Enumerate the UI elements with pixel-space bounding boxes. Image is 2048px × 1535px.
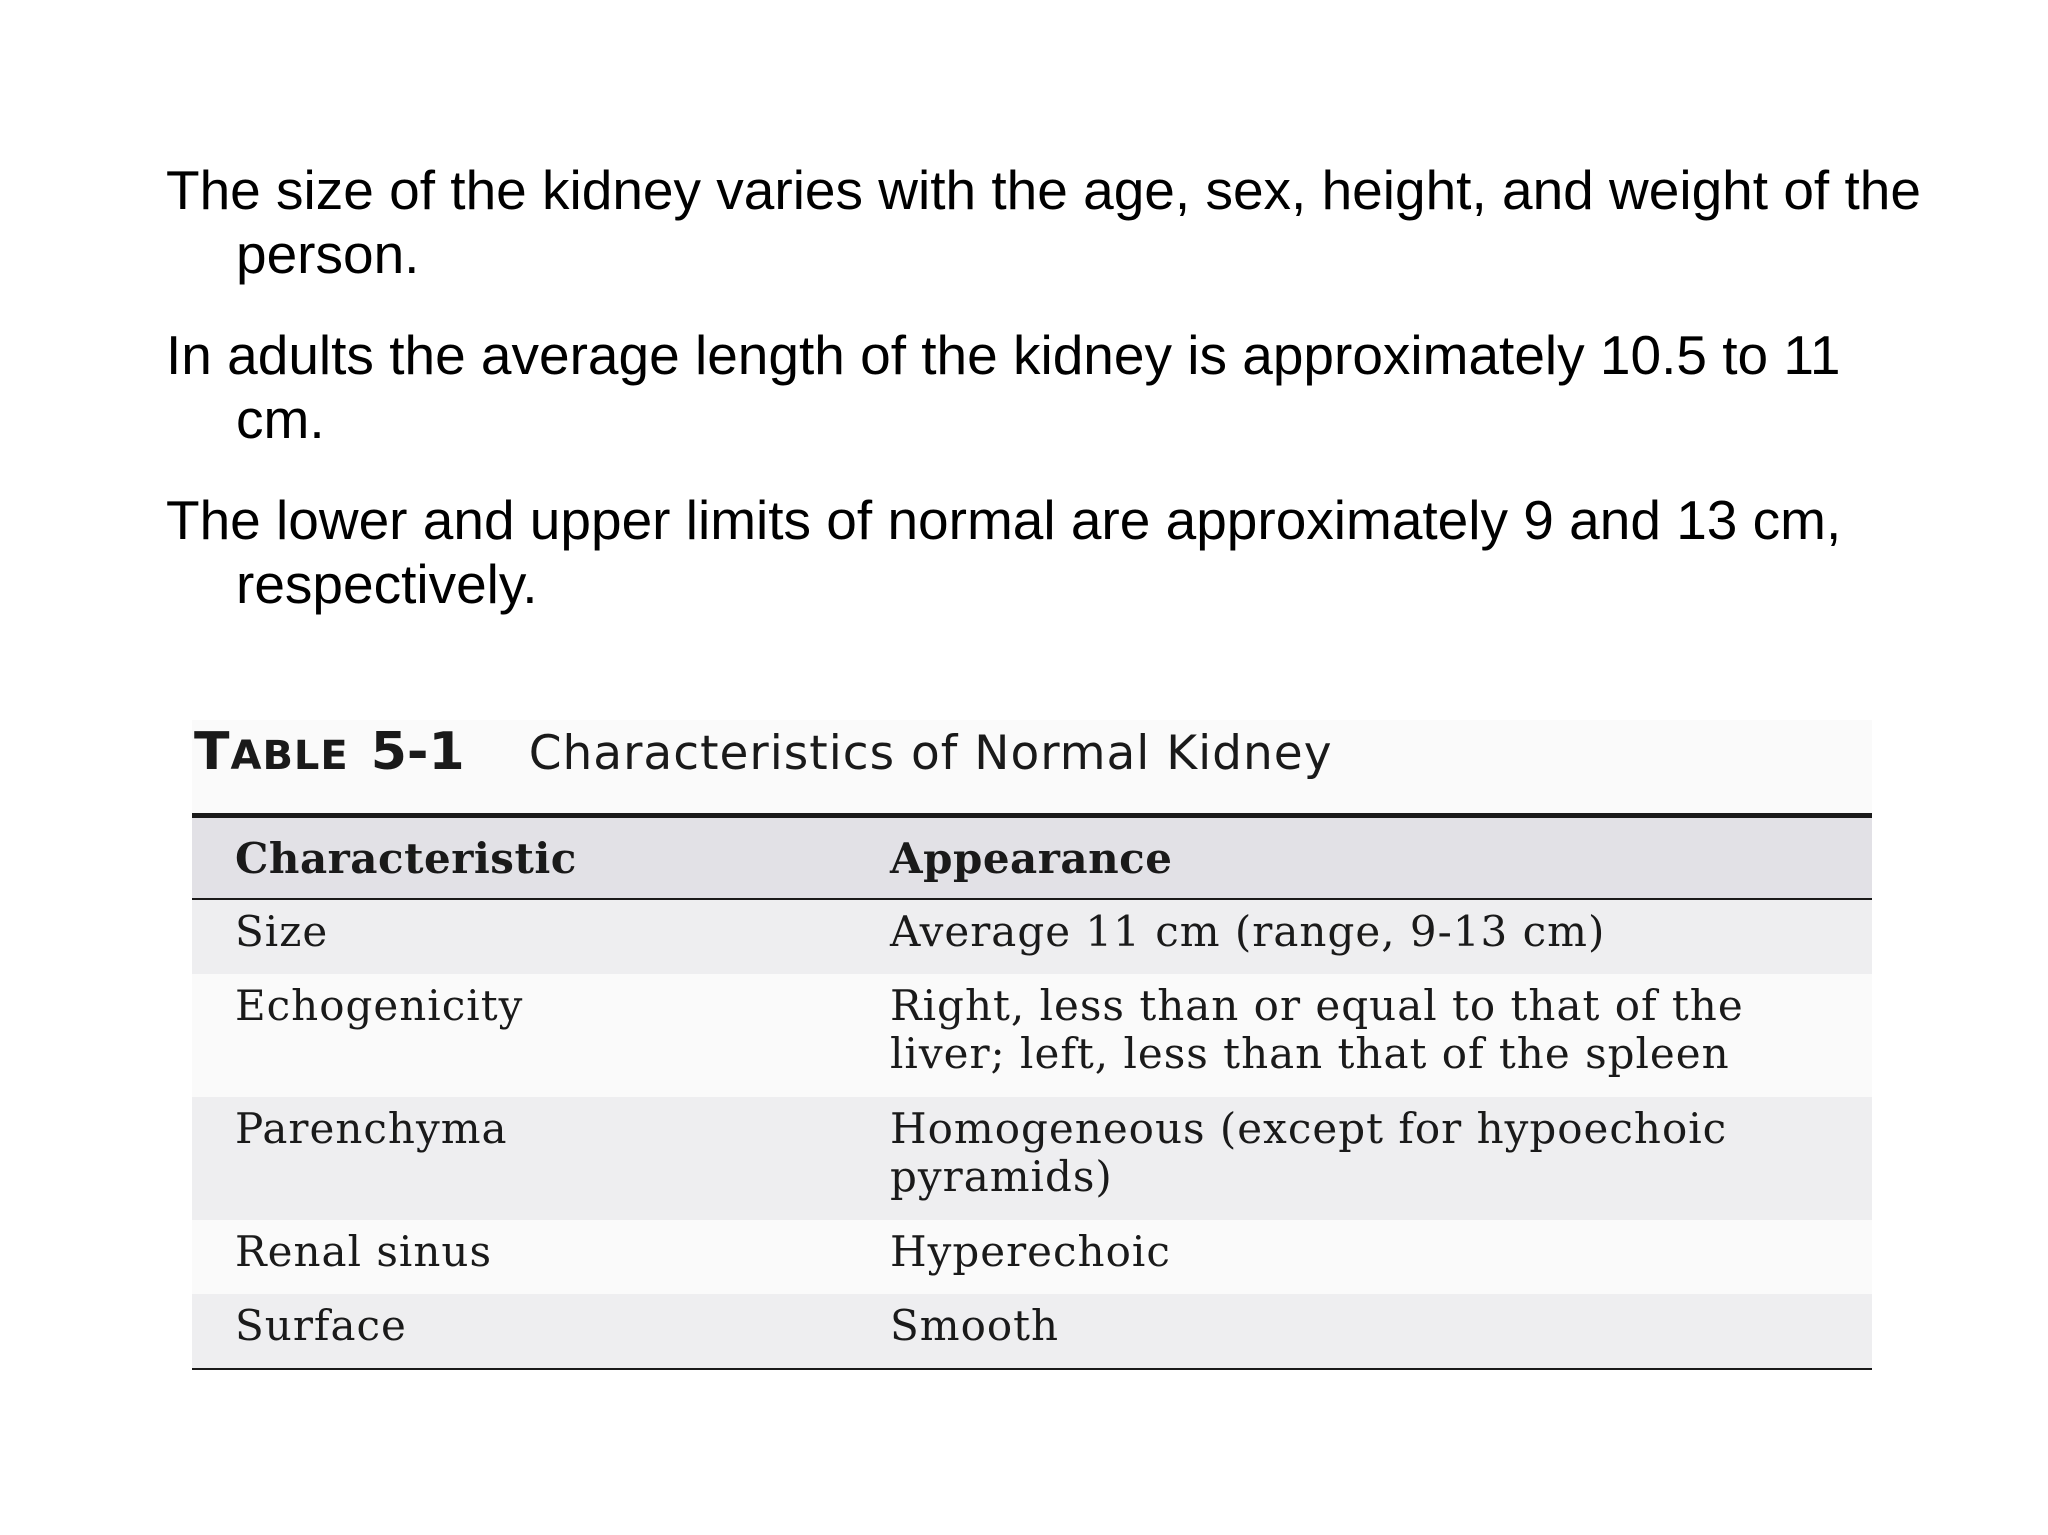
- table-caption: [194, 722, 1333, 790]
- cell-appearance: Hyperechoic: [890, 1227, 1171, 1276]
- table-title: Characteristics of Normal Kidney: [528, 726, 1333, 781]
- header-appearance: Appearance: [890, 816, 1872, 900]
- cell-appearance: Average 11 cm (range, 9-13 cm): [890, 907, 1606, 956]
- table-row: [192, 1220, 1872, 1294]
- header-characteristic: Characteristic: [192, 816, 890, 900]
- characteristics-table: [192, 813, 1872, 1370]
- cell-appearance-line: Homogeneous (except for hypoechoic: [890, 1104, 1728, 1153]
- paragraph-normal-limits: The lower and upper limits of normal are approximately 9 and 13 cm, respectively.: [166, 489, 1842, 615]
- table-label: TABLE: [194, 722, 349, 782]
- cell-characteristic: Echogenicity: [235, 981, 524, 1030]
- paragraph-average-length: In adults the average length of the kidney is approximately 10.5 to 11 cm.: [166, 324, 1841, 450]
- cell-appearance: [890, 974, 1872, 1097]
- cell-appearance-line: liver; left, less than that of the spleen: [890, 1029, 1730, 1078]
- paragraph-kidney-size-factors: The size of the kidney varies with the age, sex, height, and weight of the person.: [166, 159, 1921, 285]
- cell-characteristic: Size: [235, 907, 329, 956]
- cell-appearance: Smooth: [890, 1294, 1872, 1369]
- cell-characteristic: Renal sinus: [235, 1227, 492, 1276]
- cell-characteristic: Parenchyma: [235, 1104, 508, 1153]
- table-header-row: [192, 816, 1872, 900]
- cell-characteristic: Surface: [192, 1294, 890, 1369]
- cell-appearance-line: Right, less than or equal to that of the: [890, 981, 1744, 1030]
- body-text: [166, 158, 1926, 653]
- table-row: [192, 974, 1872, 1097]
- cell-appearance: [890, 1097, 1872, 1220]
- table-row: [192, 1294, 1872, 1369]
- cell-appearance-line: pyramids): [890, 1152, 1113, 1201]
- table-figure: [192, 720, 1872, 1370]
- table-number: 5-1: [370, 722, 465, 782]
- table-row: [192, 899, 1872, 974]
- table-row: [192, 1097, 1872, 1220]
